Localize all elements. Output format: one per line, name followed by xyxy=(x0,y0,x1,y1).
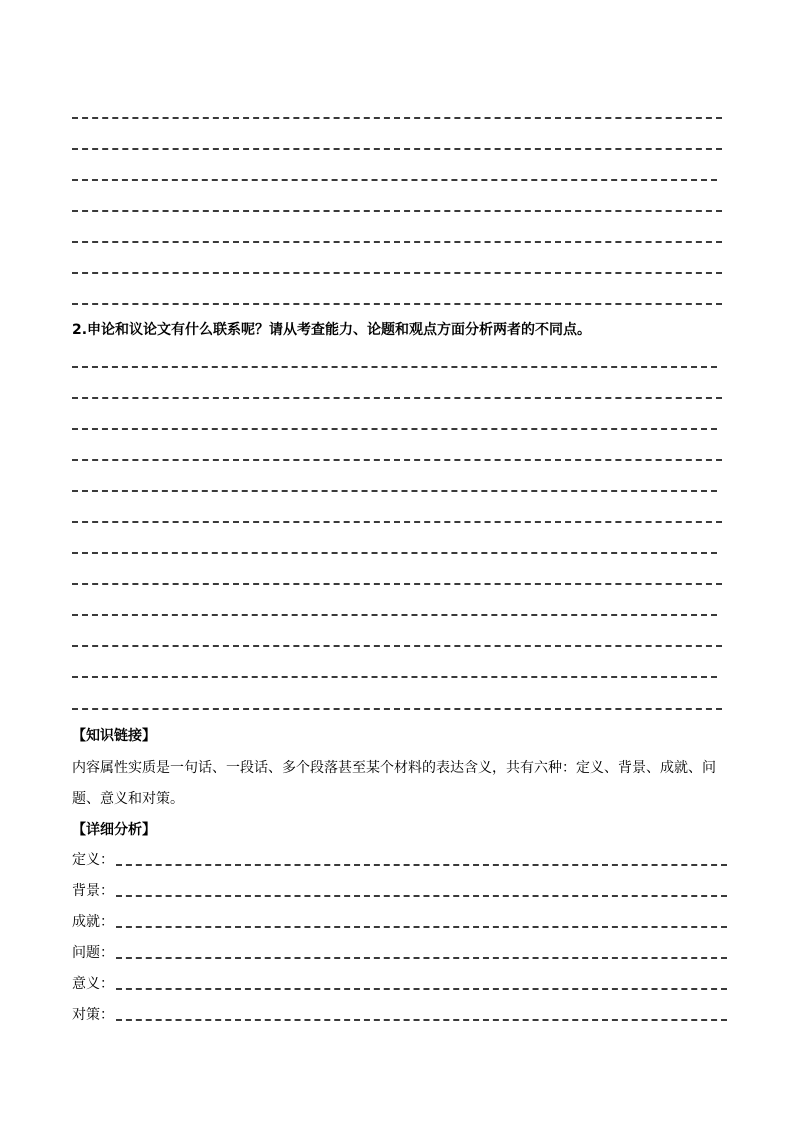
answer-line[interactable] xyxy=(72,148,722,150)
field-label-countermeasure: 对策： xyxy=(72,1007,114,1023)
field-label-definition: 定义： xyxy=(72,852,114,868)
field-background xyxy=(72,880,727,900)
answer-line[interactable] xyxy=(72,428,717,430)
field-label-achievement: 成就： xyxy=(72,914,114,930)
answer-line[interactable] xyxy=(72,676,717,678)
detail-heading: 【详细分析】 xyxy=(72,822,156,838)
field-input-significance[interactable] xyxy=(116,988,727,990)
answer-line[interactable] xyxy=(72,645,722,647)
field-label-background: 背景： xyxy=(72,883,114,899)
answer-line[interactable] xyxy=(72,583,722,585)
field-input-countermeasure[interactable] xyxy=(116,1019,727,1021)
field-definition xyxy=(72,849,727,869)
answer-line[interactable] xyxy=(72,366,717,368)
knowledge-link-heading: 【知识链接】 xyxy=(72,728,156,744)
field-label-significance: 意义： xyxy=(72,976,114,992)
field-input-definition[interactable] xyxy=(116,864,727,866)
field-achievement xyxy=(72,911,727,931)
knowledge-link-paragraph: 内容属性实质是一句话、一段话、多个段落甚至某个材料的表达含义，共有六种：定义、背景、成就、问题、意义和对策。 xyxy=(72,760,716,807)
field-significance xyxy=(72,973,727,993)
answer-line[interactable] xyxy=(72,614,717,616)
answer-line[interactable] xyxy=(72,708,722,710)
answer-line[interactable] xyxy=(72,521,722,523)
answer-line[interactable] xyxy=(72,397,722,399)
answer-line[interactable] xyxy=(72,552,717,554)
field-problem xyxy=(72,942,727,962)
question-2: 2.申论和议论文有什么联系呢？请从考查能力、论题和观点方面分析两者的不同点。 xyxy=(72,322,592,338)
answer-line[interactable] xyxy=(72,303,722,305)
field-input-background[interactable] xyxy=(116,895,727,897)
field-input-achievement[interactable] xyxy=(116,926,727,928)
answer-line[interactable] xyxy=(72,272,722,274)
answer-line[interactable] xyxy=(72,210,722,212)
field-countermeasure xyxy=(72,1004,727,1024)
answer-line[interactable] xyxy=(72,241,722,243)
field-input-problem[interactable] xyxy=(116,957,727,959)
answer-line[interactable] xyxy=(72,117,722,119)
answer-line[interactable] xyxy=(72,490,717,492)
answer-line[interactable] xyxy=(72,459,722,461)
field-label-problem: 问题： xyxy=(72,945,114,961)
answer-line[interactable] xyxy=(72,179,717,181)
